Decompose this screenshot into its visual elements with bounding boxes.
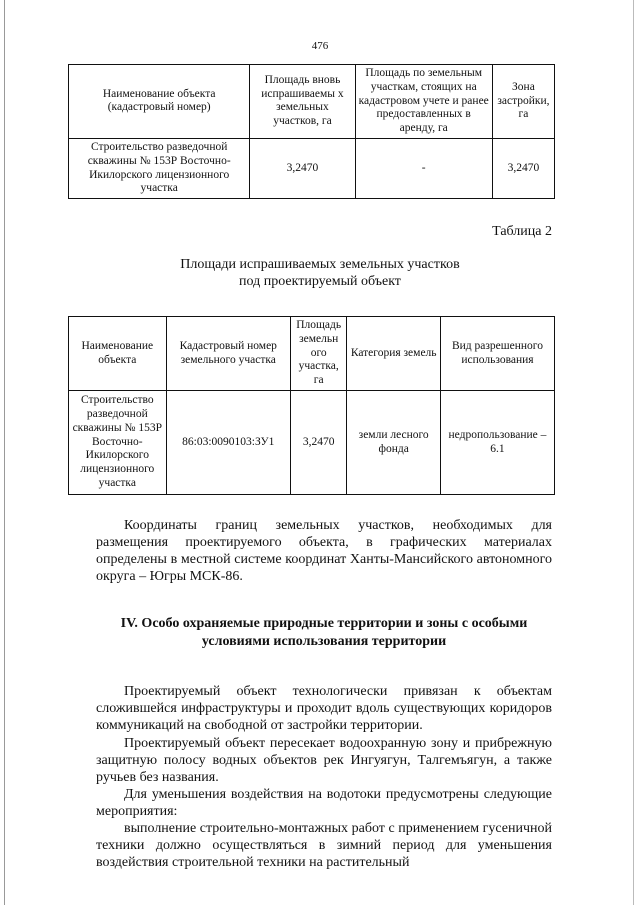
- paragraph-infrastructure: Проектируемый объект технологически привязан к объектам сложившейся инфраструктуры и проходит вдоль существующих коридоров коммуникаций на свободной от застройки территории.: [96, 684, 552, 733]
- header-building-zone: Зона застройки, га: [492, 65, 554, 139]
- scan-edge-left: [4, 0, 5, 905]
- header-object-name: Наименование объекта (кадастровый номер): [69, 65, 250, 139]
- section-heading: IV. Особо охраняемые природные территории и зоны с особыми условиями использования территории: [120, 616, 528, 649]
- cell-registered-area: -: [355, 138, 492, 198]
- header-land-category: Категория земель: [347, 317, 441, 391]
- table2-caption: Таблица 2: [492, 224, 552, 239]
- paragraph-measures: Для уменьшения воздействия на водотоки предусмотрены следующие мероприятия:: [96, 787, 552, 819]
- scan-edge-right: [633, 0, 634, 905]
- cell-object-name: Строительство разведочной скважины № 153Р Восточно-Икилорского лицензионного участка: [69, 138, 250, 198]
- header-permitted-use: Вид разрешенного использования: [440, 317, 554, 391]
- cell-building-zone: 3,2470: [492, 138, 554, 198]
- paragraph-winter-works: выполнение строительно-монтажных работ с применением гусеничной техники должно осуществляться в зимний период для уменьшения воздействия строительной техники на растительный: [96, 821, 552, 870]
- cell-land-category: земли лесного фонда: [347, 391, 441, 495]
- table2-title-line2: под проектируемый объект: [239, 274, 401, 289]
- header-new-area: Площадь вновь испрашиваемы х земельных участков, га: [250, 65, 355, 139]
- table-header-row: [69, 317, 555, 391]
- header-cadastral-number: Кадастровый номер земельного участка: [166, 317, 290, 391]
- cell-permitted-use: недропользование – 6.1: [440, 391, 554, 495]
- table-row: [69, 391, 555, 495]
- table-land-areas-summary: [68, 64, 555, 199]
- paragraph-water-zone: Проектируемый объект пересекает водоохранную зону и прибрежную защитную полосу водных объектов рек Ингуягун, Талгемъягун, а также ручьев без названия.: [96, 736, 552, 785]
- cell-plot-area: 3,2470: [290, 391, 347, 495]
- header-registered-area: Площадь по земельным участкам, стоящих на кадастровом учете и ранее предоставленных в аренду, га: [355, 65, 492, 139]
- cell-cadastral-number: 86:03:0090103:ЗУ1: [166, 391, 290, 495]
- cell-new-area: 3,2470: [250, 138, 355, 198]
- table-requested-plots: [68, 316, 555, 495]
- page-number: 476: [311, 40, 329, 52]
- header-object-name: Наименование объекта: [69, 317, 167, 391]
- header-plot-area: Площадь земельн ого участка, га: [290, 317, 347, 391]
- table-row: [69, 138, 555, 198]
- table-header-row: [69, 65, 555, 139]
- table2-title-line1: Площади испрашиваемых земельных участков: [180, 257, 460, 272]
- cell-object-name: Строительство разведочной скважины № 153Р Восточно-Икилорского лицензионного участка: [69, 391, 167, 495]
- paragraph-coordinates: Координаты границ земельных участков, необходимых для размещения проектируемого объекта, в графических материалах определены в местной системе координат Ханты-Мансийского автономного округа – Югры МСК-86.: [96, 518, 552, 584]
